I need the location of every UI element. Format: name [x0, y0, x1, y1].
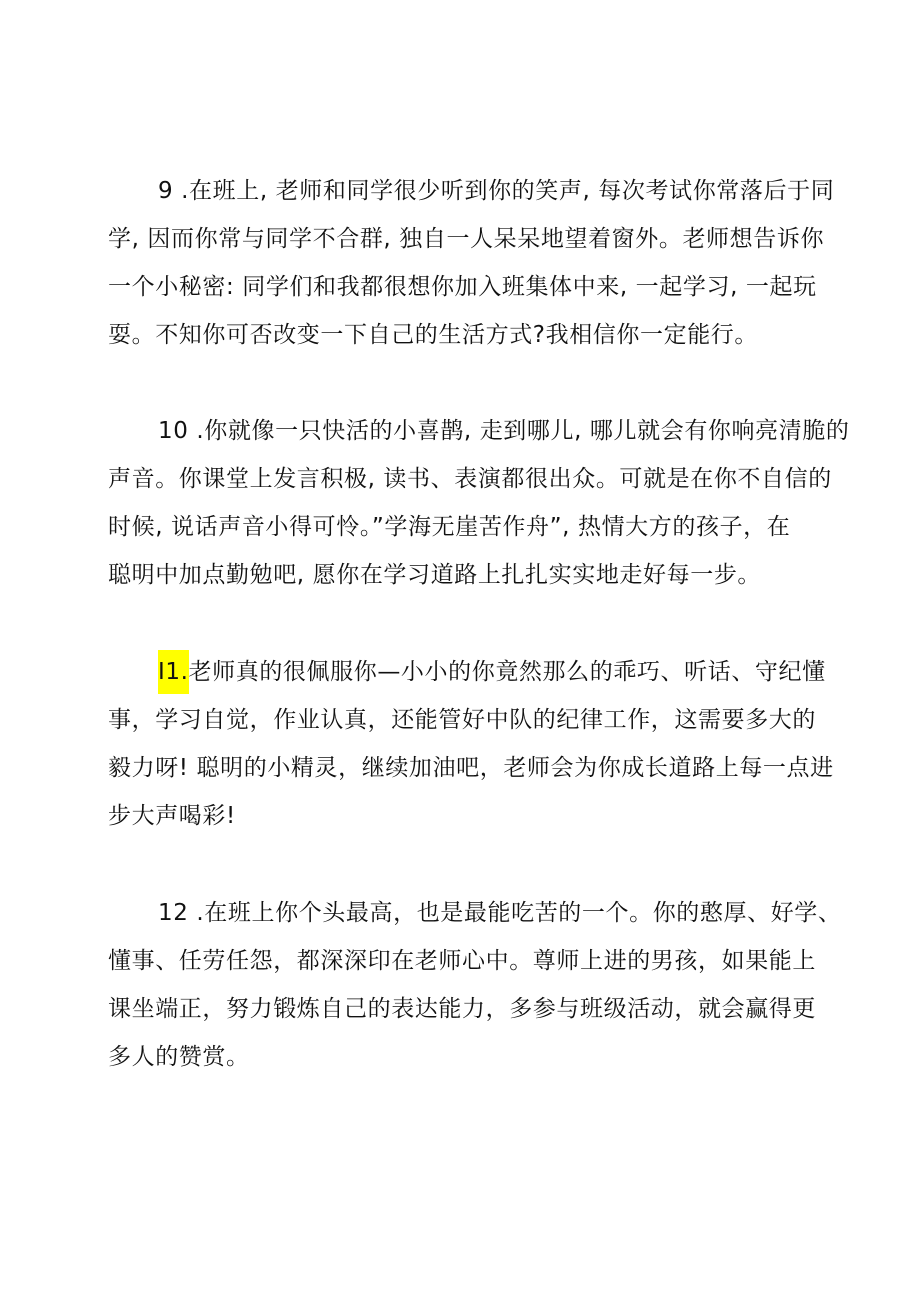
paragraph-line: 聪明中加点勤勉吧, 愿你在学习道路上扎扎实实地走好每一步。 — [108, 562, 762, 588]
paragraph-line: 9 .在班上, 老师和同学很少听到你的笑声, 每次考试你常落后于同 — [158, 178, 835, 204]
paragraph-line — [108, 648, 826, 696]
paragraph-line: 毅力呀! 聪明的小精灵，继续加油吧，老师会为你成长道路上每一点进 — [108, 755, 834, 781]
paragraph-line: 时候, 说话声音小得可怜。”学海无崖苦作舟”, 热情大方的孩子，在 — [108, 514, 791, 540]
comment-paragraph-10 — [108, 407, 850, 599]
paragraph-line: 一个小秘密: 同学们和我都很想你加入班集体中来, 一起学习, 一起玩 — [108, 274, 817, 300]
comment-paragraph-11 — [108, 648, 834, 840]
comment-paragraph-12 — [108, 889, 842, 1081]
highlighted-number: I1. — [158, 650, 189, 694]
paragraph-line: 课坐端正，努力锻炼自己的表达能力，多参与班级活动，就会赢得更 — [108, 996, 816, 1022]
paragraph-line: 学, 因而你常与同学不合群, 独自一人呆呆地望着窗外。老师想告诉你 — [108, 226, 825, 252]
paragraph-line: 12 .在班上你个头最高，也是最能吃苦的一个。你的憨厚、好学、 — [158, 900, 842, 926]
paragraph-line: 多人的赞赏。 — [108, 1044, 250, 1070]
paragraph-line: 懂事、任劳任怨，都深深印在老师心中。尊师上进的男孩，如果能上 — [108, 948, 816, 974]
paragraph-line: 步大声喝彩! — [108, 803, 236, 829]
paragraph-line: 耍。不知你可否改变一下自己的生活方式?我相信你一定能行。 — [108, 322, 759, 348]
paragraph-line: 事，学习自觉，作业认真，还能管好中队的纪律工作，这需要多大的 — [108, 707, 816, 733]
comment-paragraph-9 — [108, 167, 835, 359]
paragraph-line-text: 老师真的很佩服你—小小的你竟然那么的乖巧、听话、守纪懂 — [188, 659, 826, 685]
paragraph-line: 10 .你就像一只快活的小喜鹊, 走到哪儿, 哪儿就会有你响亮清脆的 — [158, 418, 850, 444]
paragraph-line: 声音。你课堂上发言积极, 读书、表演都很出众。可就是在你不自信的 — [108, 466, 832, 492]
